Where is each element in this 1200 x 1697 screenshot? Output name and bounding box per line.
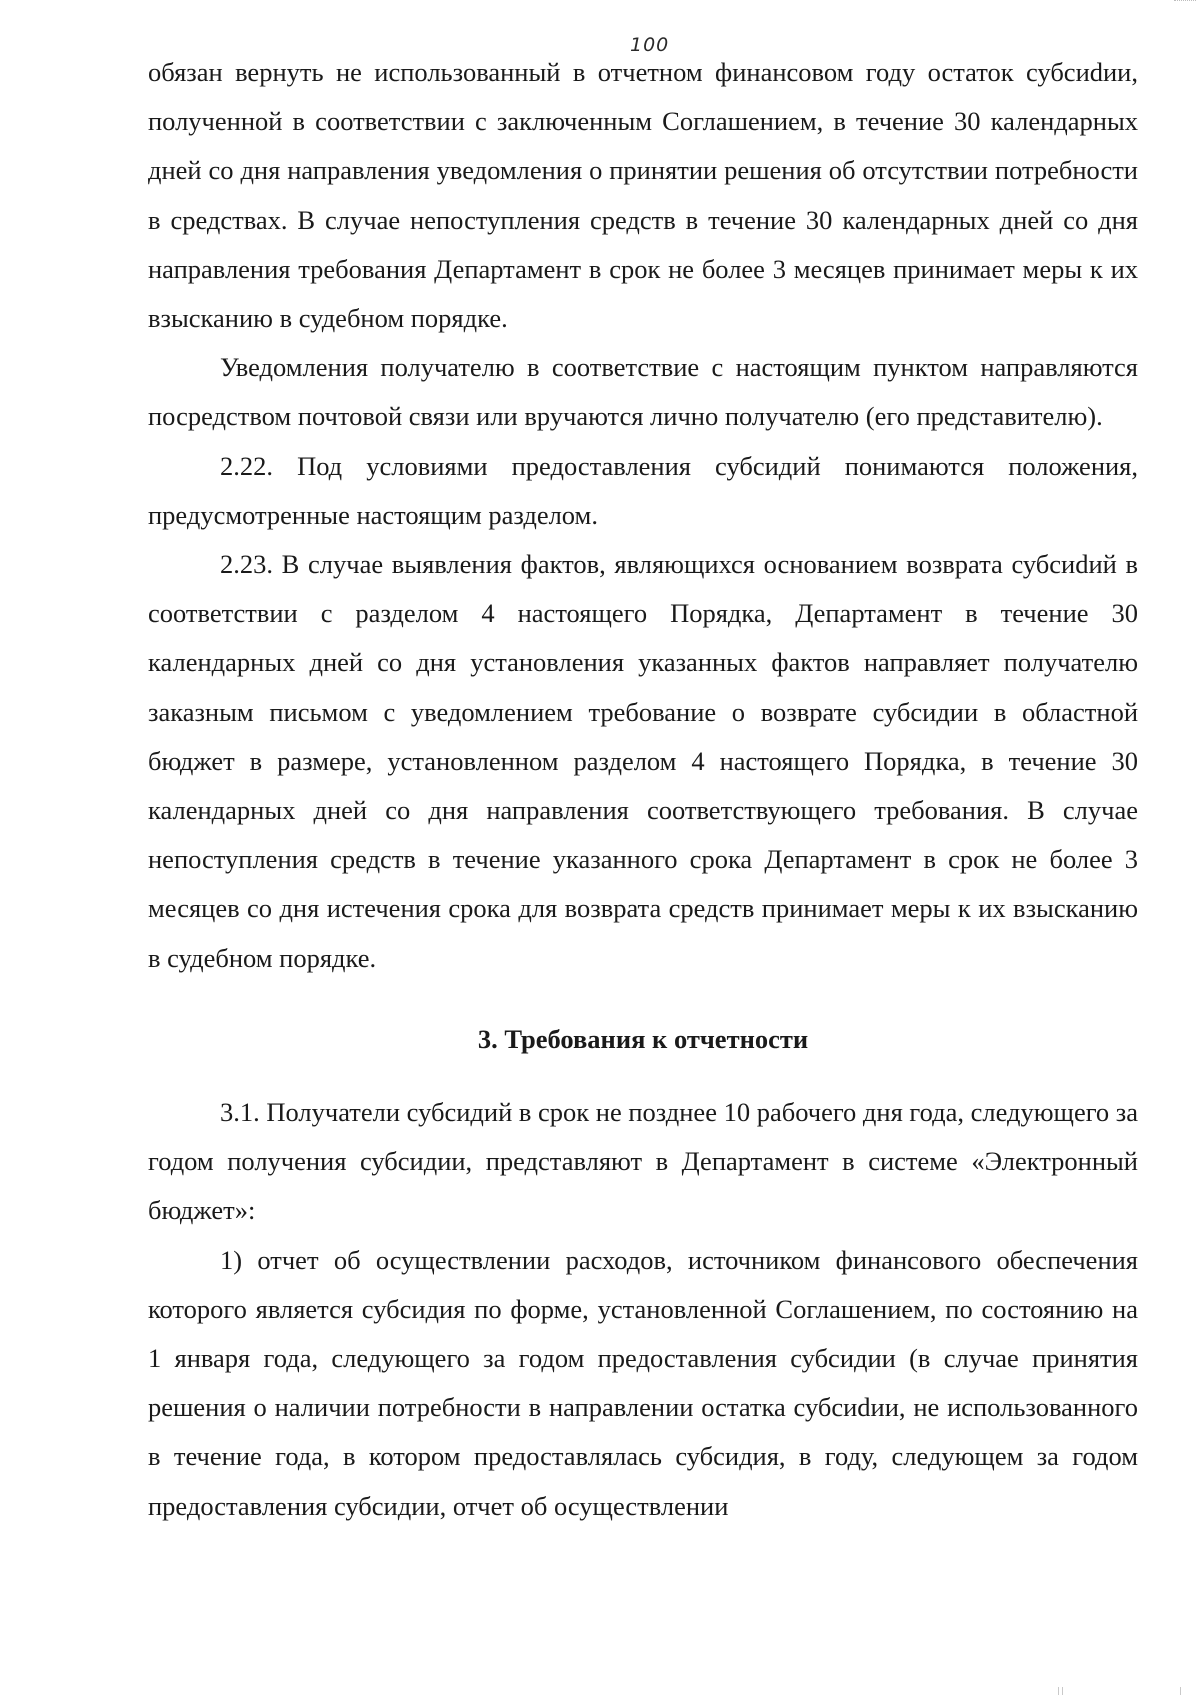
scan-edge-mark <box>1174 0 1196 4</box>
paragraph-2-22: 2.22. Под условиями предоставления субсидий понимаются положения, предусмотренные настоящим разделом. <box>148 450 1138 530</box>
scan-edge-mark-bottom <box>1058 1687 1059 1695</box>
scan-edge-mark-bottom <box>1180 1687 1181 1695</box>
scan-edge-mark-bottom <box>1062 1687 1063 1695</box>
document-body <box>148 48 1138 1531</box>
paragraph-3-1-item-1: 1) отчет об осуществлении расходов, источником финансового обеспечения которого является субсидия по форме, установленной Соглашением, по состоянию на 1 января года, следующего за годом предоставления субсидии (в случае принятия решения о наличии потребности в направлении остатка субсиdии, не использованного в течение года, в котором предоставлялась субсидия, в году, следующем за годом предоставления субсидии, отчет об осуществлении <box>148 1244 1138 1521</box>
section-heading: 3. Требования к отчетности <box>477 1023 809 1054</box>
paragraph-2-23: 2.23. В случае выявления фактов, являющихся основанием возврата субсиdий в соответствии с разделом 4 настоящего Порядка, Департамент в течение 30 календарных дней со дня установления указанных фактов направляет получателю заказным письмом с уведомлением требование о возврате субсидии в областной бюджет в размере, установленном разделом 4 настоящего Порядка, в течение 30 календарных дней со дня направления соответствующего требования. В случае непоступления средств в течение указанного срока Департамент в срок не более 3 месяцев со дня истечения срока для возврата средств принимает меры к их взысканию в судебном порядке. <box>148 549 1138 973</box>
page-number: 100 <box>630 34 670 56</box>
paragraph-notices: Уведомления получателю в соответствие с настоящим пунктом направляются посредством почтовой связи или вручаются лично получателю (его представителю). <box>148 352 1138 432</box>
paragraph-3-1: 3.1. Получатели субсидий в срок не позднее 10 рабочего дня года, следующего за годом получения субсидии, представляют в Департамент в системе «Электронный бюджет»: <box>148 1097 1139 1226</box>
paragraph-continuation: обязан вернуть не использованный в отчетном финансовом году остаток субсиdии, полученной в соответствии с заключенным Соглашением, в течение 30 календарных дней со дня направления уведомления о принятии решения об отсутствии потребности в средствах. В случае непоступления средств в течение 30 календарных дней со дня направления требования Департамент в срок не более 3 месяцев принимает меры к их взысканию в судебном порядке. <box>148 57 1138 334</box>
